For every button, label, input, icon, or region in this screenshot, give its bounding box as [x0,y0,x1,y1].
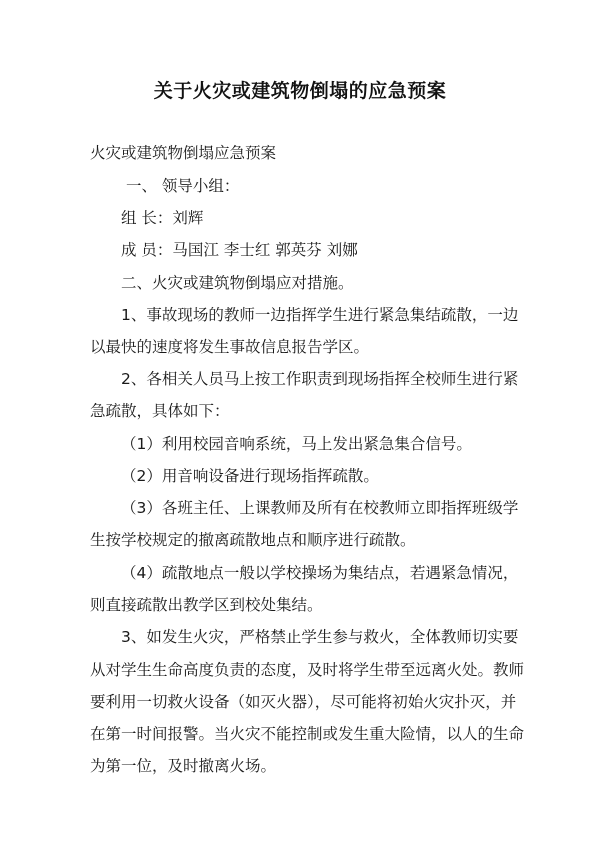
paragraph-line: 从对学生生命高度负责的态度，及时将学生带至远离火处。教师 [90,661,525,679]
paragraph-line: 生按学校规定的撤离疏散地点和顺序进行疏散。 [90,531,416,549]
paragraph-line: 为第一位，及时撤离火场。 [90,757,277,775]
paragraph-line: 2、各相关人员马上按工作职责到现场指挥全校师生进行紧 [121,370,519,388]
paragraph-line: 3、如发生火灾，严格禁止学生参与救火，全体教师切实要 [121,628,519,646]
section-heading: 火灾或建筑物倒塌应急预案 [90,144,277,162]
paragraph-line: 以最快的速度将发生事故信息报告学区。 [90,338,370,356]
paragraph-line: 一、 领导小组： [126,177,240,195]
document-title: 关于火灾或建筑物倒塌的应急预案 [153,80,447,102]
paragraph-line: （4）疏散地点一般以学校操场为集结点，若遇紧急情况， [121,564,519,582]
paragraph-line: （2）用音响设备进行现场指挥疏散。 [121,467,379,485]
paragraph-line: 二、火灾或建筑物倒塌应对措施。 [121,274,354,292]
paragraph-line: 组 长：刘辉 [121,209,204,227]
paragraph-line: （3）各班主任、上课教师及所有在校教师立即指挥班级学 [121,499,519,517]
paragraph-line: 要利用一切救火设备（如灭火器），尽可能将初始火灾扑灭，并 [90,693,517,711]
paragraph-line: 在第一时间报警。当火灾不能控制或发生重大险情，以人的生命 [90,725,525,743]
paragraph-line: 则直接疏散出教学区到校处集结。 [90,596,323,614]
paragraph-line: 成 员：马国江 李士红 郭英芬 刘娜 [121,241,358,259]
paragraph-line: 急疏散，具体如下： [90,402,230,420]
paragraph-line: （1）利用校园音响系统，马上发出紧急集合信号。 [121,435,472,453]
paragraph-line: 1、事故现场的教师一边指挥学生进行紧急集结疏散，一边 [121,306,519,324]
